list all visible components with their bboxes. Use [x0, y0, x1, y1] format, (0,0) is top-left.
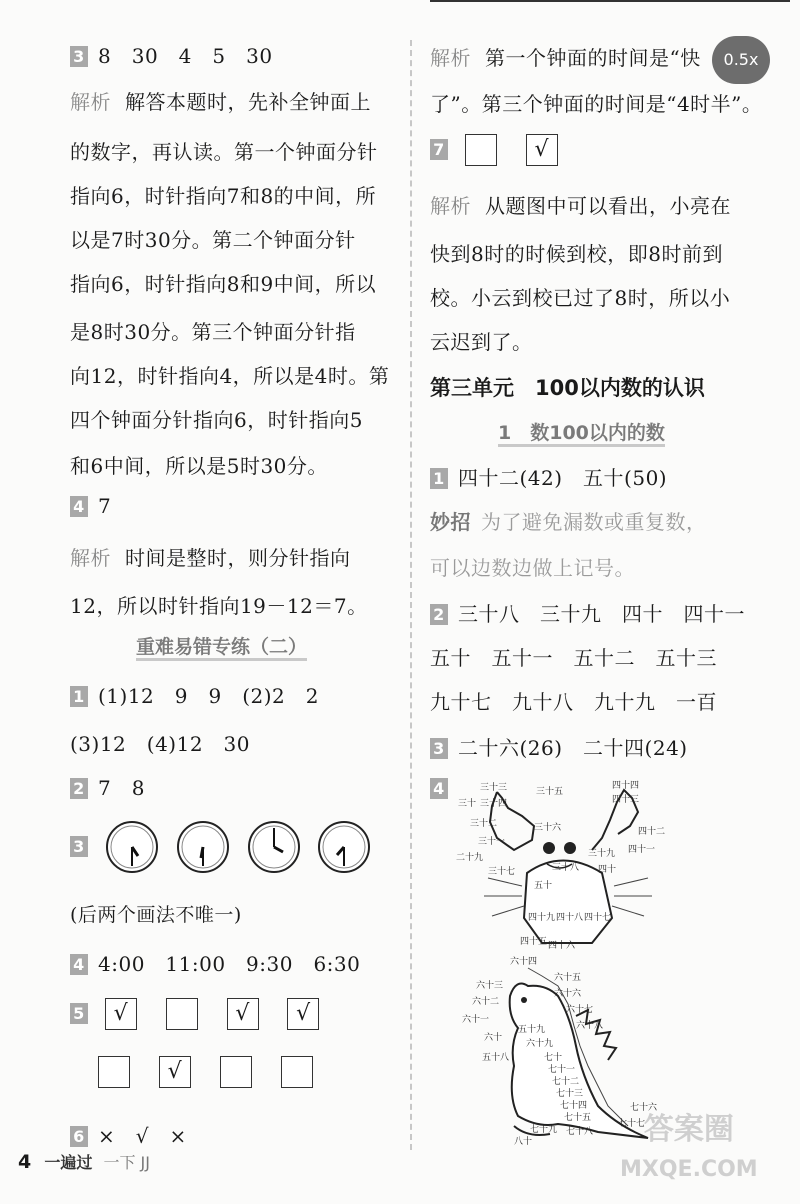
dot-label: 六十六	[554, 989, 582, 999]
dot-label: 三十五	[536, 787, 564, 797]
dot-label: 三十	[458, 799, 477, 809]
dot-label: 六十四	[510, 957, 538, 967]
analysis-line: 以是7时30分。第二个钟面分针	[70, 228, 356, 252]
section-title: 重难易错专练（二）	[136, 632, 307, 659]
dot-label: 六十三	[476, 981, 504, 991]
edition-label: 一下 JJ	[103, 1153, 150, 1172]
tip-label: 妙招	[430, 510, 471, 534]
dot-label: 七十四	[560, 1101, 588, 1111]
practice-1: 1 (1)12 9 9 (2)2 2	[70, 680, 319, 709]
dot-label: 三十四	[480, 799, 508, 809]
analysis-line: 和6中间，所以是5时30分。	[70, 454, 328, 478]
answer-box: √	[159, 1056, 191, 1088]
practice-5: 5 √ √ √	[70, 998, 341, 1030]
analysis-label: 解析	[70, 90, 111, 114]
analysis-line: 是8时30分。第三个钟面分针指	[70, 320, 356, 344]
lesson-answer-4: 4	[430, 776, 458, 800]
dot-label: 五十八	[482, 1053, 510, 1063]
answer-4: 4 7	[70, 494, 111, 518]
dot-label: 四十八	[556, 913, 584, 923]
analysis-line: 的数字，再认读。第一个钟面分针	[70, 140, 378, 164]
practice-6: 6 × √ ×	[70, 1120, 187, 1149]
answer-3: 3 8 30 4 5 30	[70, 40, 273, 69]
crab-figure	[452, 778, 672, 954]
practice-5-row2	[98, 1056, 335, 1088]
practice-4: 4 4:00 11:00 9:30 6:30	[70, 948, 360, 977]
answer-box	[220, 1056, 252, 1088]
lesson-answer-2c: 九十七 九十八 九十九 一百	[430, 690, 717, 714]
analysis-line: 云迟到了。	[430, 330, 533, 354]
dot-label: 四十一	[628, 845, 656, 855]
lesson-answer-3: 3 二十六(26) 二十四(24)	[430, 732, 688, 761]
tip-line: 妙招 为了避免漏数或重复数，	[430, 510, 707, 534]
dot-label: 六十九	[526, 1039, 554, 1049]
analysis-line: 指向6，时针指向7和8的中间，所	[70, 184, 377, 208]
lesson-answer-1: 1 四十二(42) 五十(50)	[430, 462, 667, 491]
dot-label: 七十八	[566, 1127, 594, 1137]
dot-label: 三十一	[478, 837, 506, 847]
dot-label: 四十三	[612, 795, 640, 805]
dot-label: 二十九	[456, 853, 484, 863]
dot-label: 七十七	[618, 1119, 646, 1129]
dot-label: 八十	[514, 1137, 533, 1146]
analysis-line: 四个钟面分针指向6，时针指向5	[70, 408, 363, 432]
lesson-title: 1 数100以内的数	[498, 418, 665, 445]
dot-label: 三十九	[588, 849, 616, 859]
answer-box: √	[227, 998, 259, 1030]
dot-label: 三十六	[534, 823, 562, 833]
dot-label: 六十七	[566, 1005, 594, 1015]
answer-7: 7 √	[430, 134, 580, 166]
practice-1b: (3)12 (4)12 30	[70, 732, 251, 756]
practice-3-note: (后两个画法不唯一)	[70, 904, 242, 926]
column-divider	[410, 40, 412, 1150]
dot-label: 四十九	[528, 913, 556, 923]
clock-icon	[176, 820, 230, 874]
brand-name: 一遍过	[44, 1153, 93, 1172]
dot-label: 四十	[598, 865, 617, 875]
dot-label: 四十五	[520, 937, 548, 947]
dot-label: 四十六	[548, 941, 576, 951]
dot-label: 三十七	[488, 867, 516, 877]
zoom-badge[interactable]: 0.5x	[712, 36, 770, 84]
dot-label: 七十五	[564, 1113, 592, 1123]
clock-icon	[247, 820, 301, 874]
lesson-answer-2b: 五十 五十一 五十二 五十三	[430, 646, 717, 670]
dot-label: 七十一	[548, 1065, 576, 1075]
dot-label: 七十	[544, 1053, 563, 1063]
page-number: 4	[18, 1151, 32, 1173]
dot-label: 七十三	[556, 1089, 584, 1099]
analysis-line: 快到8时的时候到校，即8时前到	[430, 242, 723, 266]
answer-box	[281, 1056, 313, 1088]
lesson-answer-2: 2 三十八 三十九 四十 四十一	[430, 598, 745, 627]
analysis-line: 解析 从题图中可以看出，小亮在	[430, 194, 731, 218]
dot-label: 六十二	[472, 997, 500, 1007]
dot-label: 六十	[484, 1033, 503, 1043]
tip-line: 可以边数边做上记号。	[430, 556, 635, 580]
dot-label: 三十三	[480, 783, 508, 793]
answer-box	[465, 134, 497, 166]
dot-label: 七十二	[552, 1077, 580, 1087]
dot-label: 五十九	[518, 1025, 546, 1035]
answer-box: √	[287, 998, 319, 1030]
dot-label: 三十八	[552, 863, 580, 873]
practice-2: 2 7 8	[70, 772, 145, 801]
answer-box	[98, 1056, 130, 1088]
dot-label: 四十二	[638, 827, 666, 837]
analysis-line: 12，所以时针指向19－12＝7。	[70, 594, 368, 618]
dot-label: 四十四	[612, 781, 640, 791]
clock-icon	[317, 820, 371, 874]
clock-icon	[105, 820, 159, 874]
analysis-line: 校。小云到校已过了8时，所以小	[430, 286, 731, 310]
dot-label: 七十九	[530, 1125, 558, 1135]
practice-3: 3	[70, 820, 381, 874]
question-number: 3	[70, 46, 88, 67]
top-rule	[430, 0, 790, 2]
analysis-line: 指向6，时针指向8和9中间，所以	[70, 272, 377, 296]
answer-box	[166, 998, 198, 1030]
page-footer	[18, 1150, 150, 1173]
analysis-line: 向12，时针指向4，所以是4时。第	[70, 364, 390, 388]
analysis-line: 解析 解答本题时，先补全钟面上	[70, 90, 371, 114]
analysis-line: 解析 时间是整时，则分针指向	[70, 546, 351, 570]
dot-label: 四十七	[584, 913, 612, 923]
answer-box: √	[105, 998, 137, 1030]
dot-label: 六十八	[576, 1021, 604, 1031]
analysis-line: 解析 第一个钟面的时间是“快	[430, 46, 701, 70]
dot-label: 五十	[534, 881, 553, 891]
dot-label: 六十一	[462, 1015, 490, 1025]
dot-label: 七十六	[630, 1103, 658, 1113]
unit-title: 第三单元 100以内数的认识	[430, 376, 705, 400]
answer-box: √	[526, 134, 558, 166]
analysis-line: 了”。第三个钟面的时间是“4时半”。	[430, 92, 763, 116]
dot-label: 六十五	[554, 973, 582, 983]
watermark-logo: 答案圈 MXQE.COM	[620, 1112, 758, 1182]
dot-label: 三十二	[470, 819, 498, 829]
